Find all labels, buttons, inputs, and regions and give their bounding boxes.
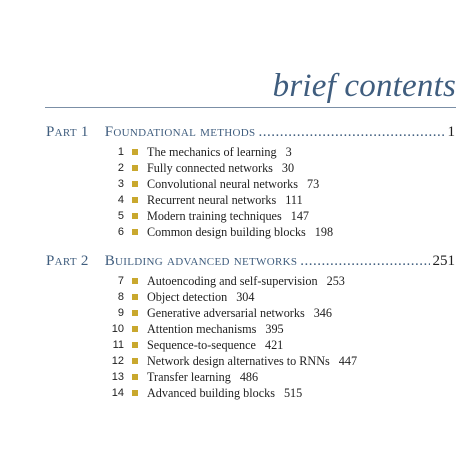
chapter-entry[interactable] xyxy=(100,305,357,321)
part-1-heading[interactable] xyxy=(46,124,455,142)
chapter-entry[interactable] xyxy=(100,353,357,369)
chapter-number: 1 xyxy=(117,146,124,158)
chapter-number: 4 xyxy=(117,194,124,206)
chapter-entry[interactable] xyxy=(100,369,357,385)
dot-leader xyxy=(258,124,444,141)
chapter-number: 7 xyxy=(117,275,124,287)
bullet-square-icon xyxy=(132,149,138,155)
bullet-square-icon xyxy=(132,181,138,187)
bullet-square-icon xyxy=(132,358,138,364)
chapter-title: Convolutional neural networks xyxy=(147,177,298,191)
chapter-number: 10 xyxy=(111,323,124,335)
chapter-number: 3 xyxy=(117,178,124,190)
chapter-page: 395 xyxy=(265,322,284,336)
chapter-page: 447 xyxy=(338,354,358,368)
chapter-title: Modern training techniques xyxy=(147,209,282,223)
dot-leader xyxy=(300,253,429,270)
bullet-square-icon xyxy=(132,342,138,348)
chapter-page: 421 xyxy=(264,338,284,352)
chapter-entry[interactable] xyxy=(100,144,333,160)
part-title: Foundational methods xyxy=(104,124,256,140)
bullet-square-icon xyxy=(132,197,138,203)
bullet-square-icon xyxy=(132,326,138,332)
chapter-entry[interactable] xyxy=(100,224,333,240)
chapter-number: 2 xyxy=(117,162,124,174)
chapter-entry[interactable] xyxy=(100,208,333,224)
chapter-title: Attention mechanisms xyxy=(147,322,257,336)
chapter-page: 486 xyxy=(239,370,259,384)
bullet-square-icon xyxy=(132,229,138,235)
chapter-number: 14 xyxy=(111,387,124,399)
chapter-entry[interactable] xyxy=(100,160,333,176)
chapter-page: 304 xyxy=(236,290,255,304)
chapter-page: 253 xyxy=(326,274,345,288)
bullet-square-icon xyxy=(132,213,138,219)
bullet-square-icon xyxy=(132,310,138,316)
chapter-title: Advanced building blocks xyxy=(147,386,275,400)
chapter-title: Fully connected networks xyxy=(147,161,273,175)
chapter-entry[interactable] xyxy=(100,176,333,192)
part-label: Part 1 xyxy=(46,124,89,140)
chapter-title: Sequence-to-sequence xyxy=(147,338,256,352)
chapter-title: Generative adversarial networks xyxy=(147,306,305,320)
chapter-entry[interactable] xyxy=(100,321,357,337)
part-page: 251 xyxy=(432,253,455,269)
chapter-entry[interactable] xyxy=(100,337,357,353)
chapter-title: Network design alternatives to RNNs xyxy=(147,354,330,368)
chapter-page: 111 xyxy=(285,193,303,207)
chapter-page: 198 xyxy=(314,225,334,239)
part-2-chapter-list xyxy=(100,273,357,401)
chapter-page: 515 xyxy=(283,386,303,400)
chapter-title: Recurrent neural networks xyxy=(147,193,277,207)
chapter-title: The mechanics of learning xyxy=(147,145,277,159)
title-rule xyxy=(45,107,456,108)
chapter-title: Object detection xyxy=(147,290,228,304)
part-label: Part 2 xyxy=(46,253,89,269)
bullet-square-icon xyxy=(132,165,138,171)
chapter-title: Transfer learning xyxy=(147,370,231,384)
chapter-page: 147 xyxy=(290,209,309,223)
chapter-number: 8 xyxy=(117,291,124,303)
chapter-entry[interactable] xyxy=(100,192,333,208)
chapter-number: 13 xyxy=(111,371,124,383)
chapter-title: Autoencoding and self-supervision xyxy=(147,274,318,288)
chapter-page: 73 xyxy=(306,177,320,191)
chapter-page: 30 xyxy=(281,161,295,175)
bullet-square-icon xyxy=(132,390,138,396)
chapter-page: 3 xyxy=(285,145,292,159)
chapter-number: 12 xyxy=(111,355,124,367)
chapter-entry[interactable] xyxy=(100,273,357,289)
chapter-title: Common design building blocks xyxy=(147,225,306,239)
chapter-entry[interactable] xyxy=(100,385,357,401)
bullet-square-icon xyxy=(132,278,138,284)
part-title: Building advanced networks xyxy=(104,253,298,269)
part-1-chapter-list xyxy=(100,144,333,240)
chapter-number: 11 xyxy=(112,339,124,351)
chapter-page: 346 xyxy=(313,306,332,320)
bullet-square-icon xyxy=(132,374,138,380)
chapter-entry[interactable] xyxy=(100,289,357,305)
chapter-number: 5 xyxy=(117,210,124,222)
chapter-number: 6 xyxy=(117,226,124,238)
part-2-heading[interactable] xyxy=(46,253,455,271)
chapter-number: 9 xyxy=(117,307,124,319)
bullet-square-icon xyxy=(132,294,138,300)
page-title: brief contents xyxy=(272,68,456,104)
part-page: 1 xyxy=(447,124,455,140)
